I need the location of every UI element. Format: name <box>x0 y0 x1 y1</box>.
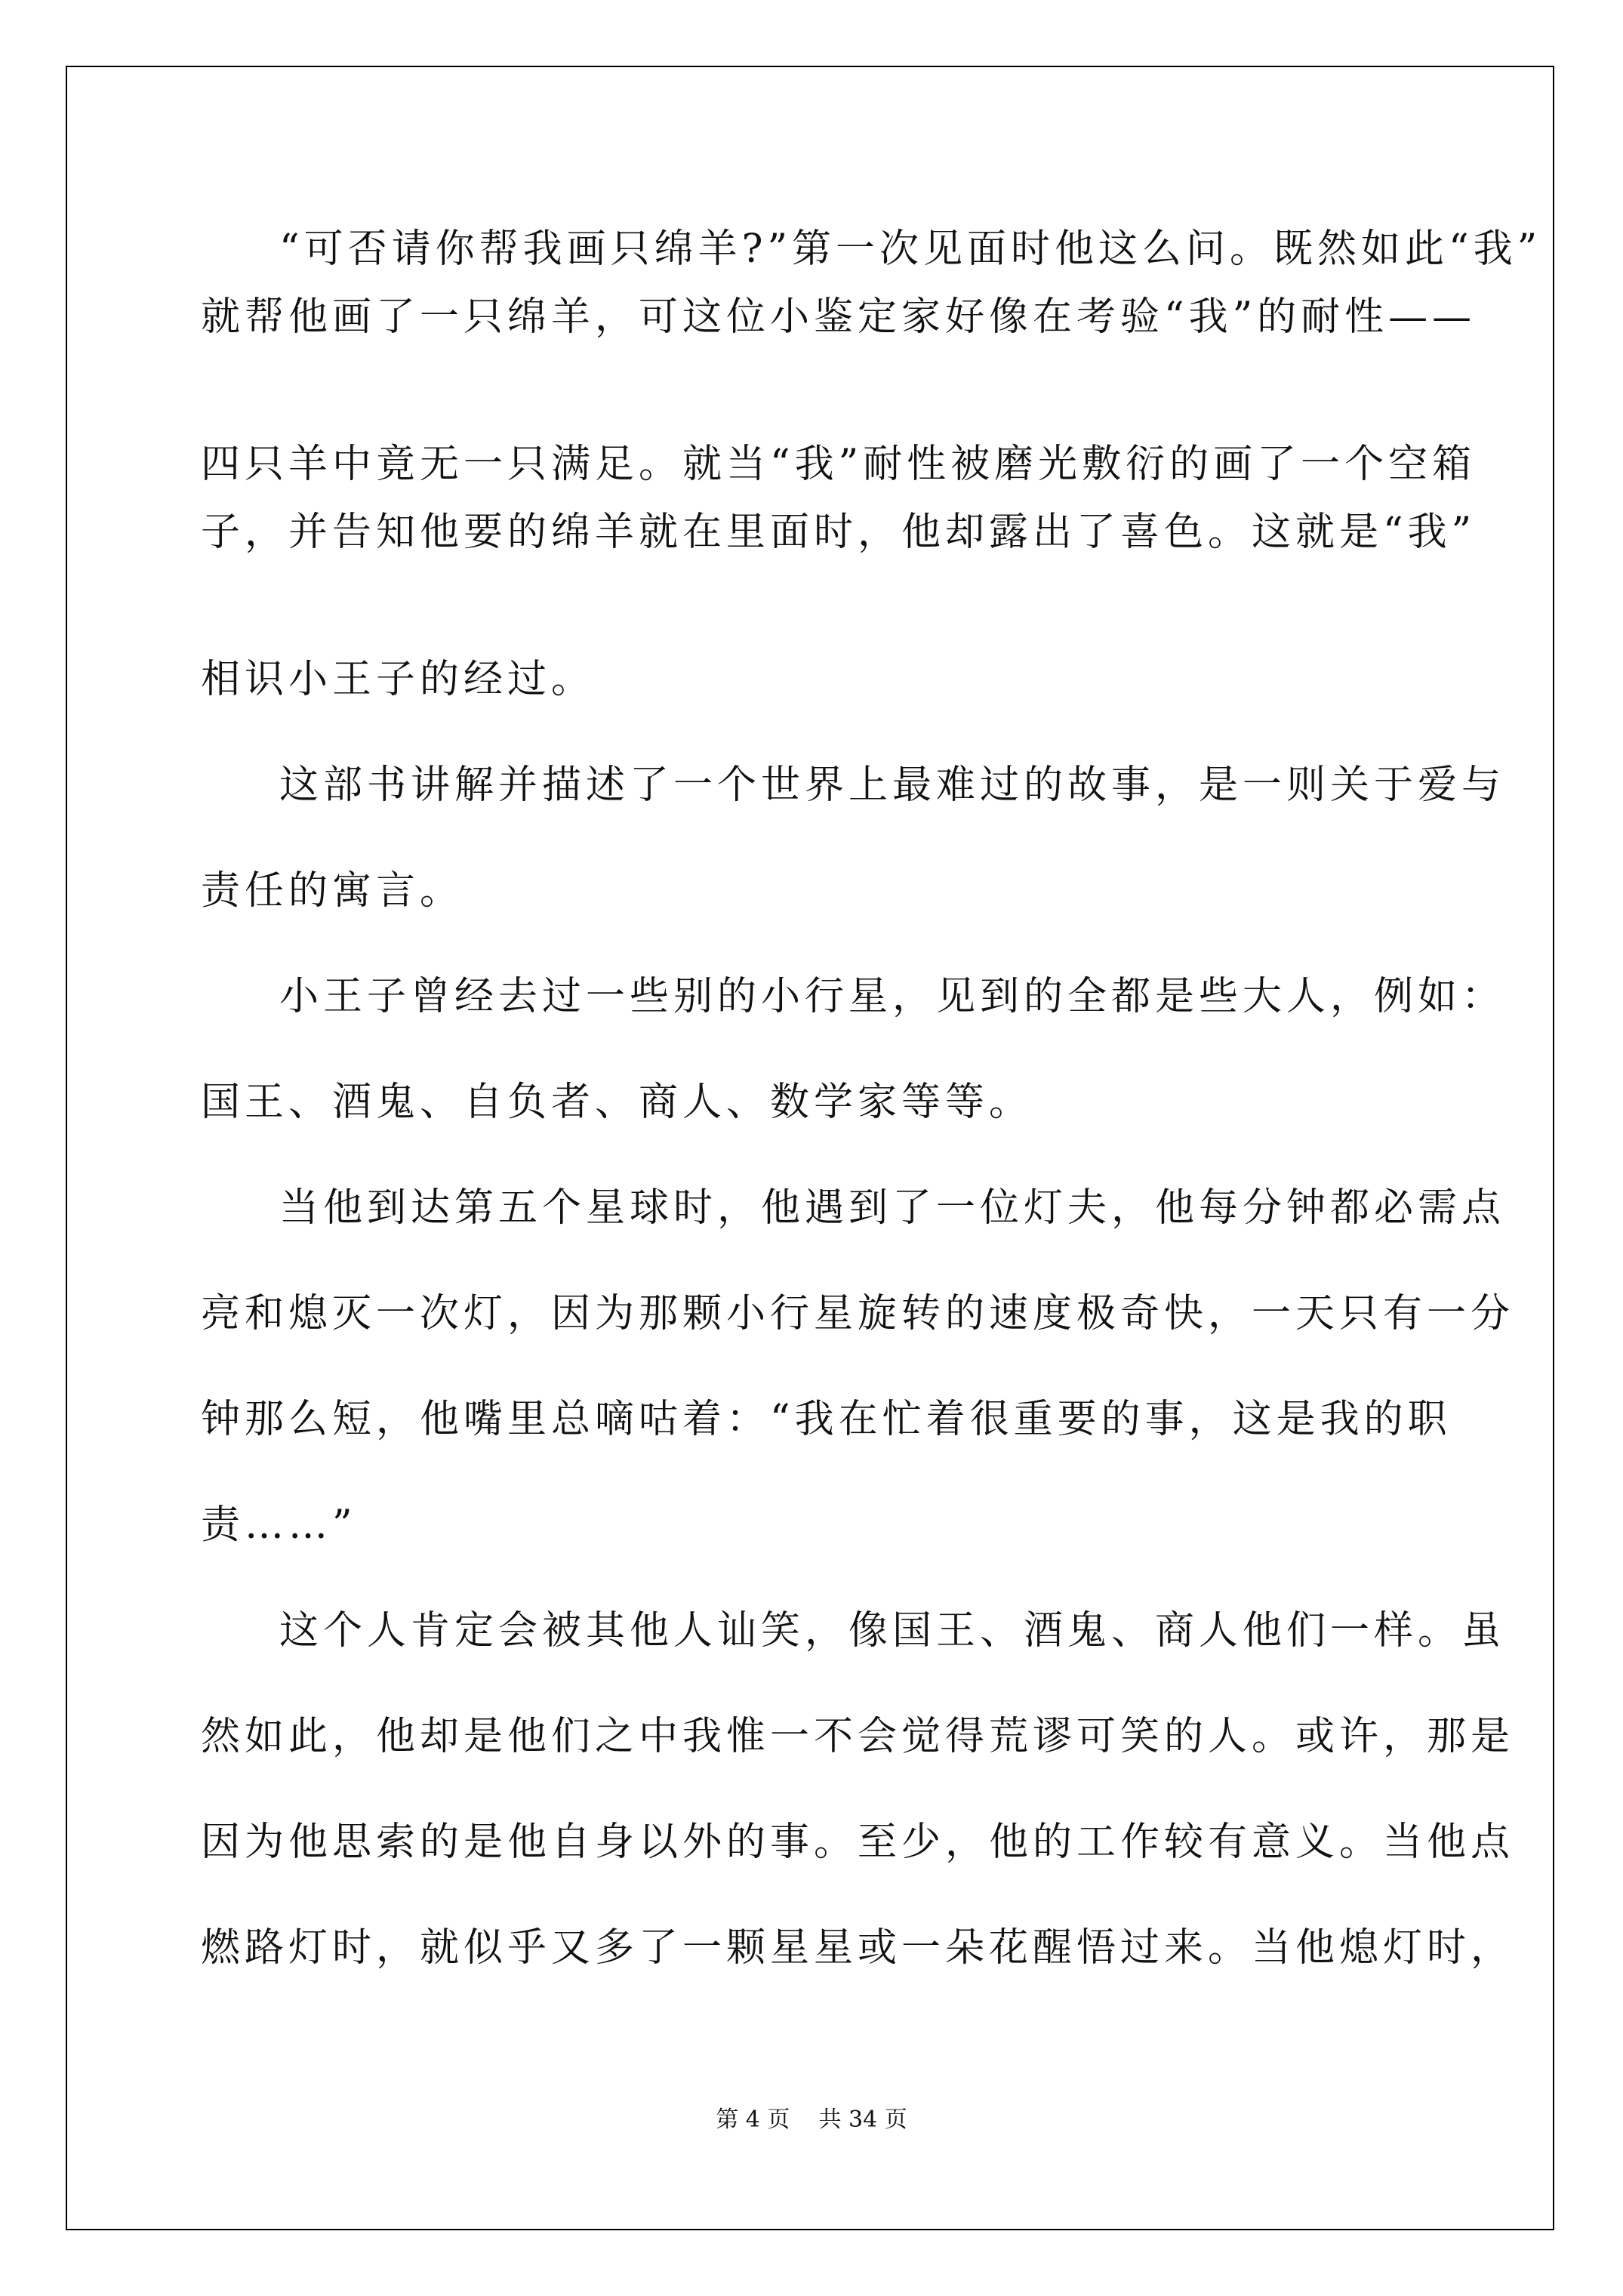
text-line: 责任的寓言。 <box>201 868 464 914</box>
text-line: 这个人肯定会被其他人讪笑，像国王、酒鬼、商人他们一样。虽 <box>279 1608 1506 1653</box>
text-line: 然如此，他却是他们之中我惟一不会觉得荒谬可笑的人。或许，那是 <box>201 1714 1515 1759</box>
page-border <box>66 66 1554 2230</box>
text-line: 燃路灯时，就似乎又多了一颗星星或一朵花醒悟过来。当他熄灯时， <box>201 1925 1515 1971</box>
text-line: 亮和熄灭一次灯，因为那颗小行星旋转的速度极奇快，一天只有一分 <box>201 1291 1515 1336</box>
text-line: 这部书讲解并描述了一个世界上最难过的故事，是一则关于爱与 <box>279 763 1506 808</box>
text-line: 责……” <box>201 1502 357 1548</box>
text-line: 就帮他画了一只绵羊，可这位小鉴定家好像在考验“我”的耐性—— <box>201 294 1477 340</box>
page-number-footer: 第 4 页 共 34 页 <box>716 2106 907 2133</box>
text-line: “可否请你帮我画只绵羊?”第一次见面时他这么问。既然如此“我” <box>279 227 1542 272</box>
text-line: 因为他思索的是他自身以外的事。至少，他的工作较有意义。当他点 <box>201 1820 1515 1865</box>
text-line: 相识小王子的经过。 <box>201 657 596 702</box>
text-line: 小王子曾经去过一些别的小行星，见到的全都是些大人，例如： <box>279 974 1506 1019</box>
text-line: 当他到达第五个星球时，他遇到了一位灯夫，他每分钟都必需点 <box>279 1185 1506 1231</box>
text-line: 子，并告知他要的绵羊就在里面时，他却露出了喜色。这就是“我” <box>201 510 1477 555</box>
text-line: 钟那么短，他嘴里总嘀咕着：“我在忙着很重要的事，这是我的职 <box>201 1397 1452 1442</box>
text-line: 四只羊中竟无一只满足。就当“我”耐性被磨光敷衍的画了一个空箱 <box>201 442 1477 487</box>
text-line: 国王、酒鬼、自负者、商人、数学家等等。 <box>201 1080 1033 1125</box>
